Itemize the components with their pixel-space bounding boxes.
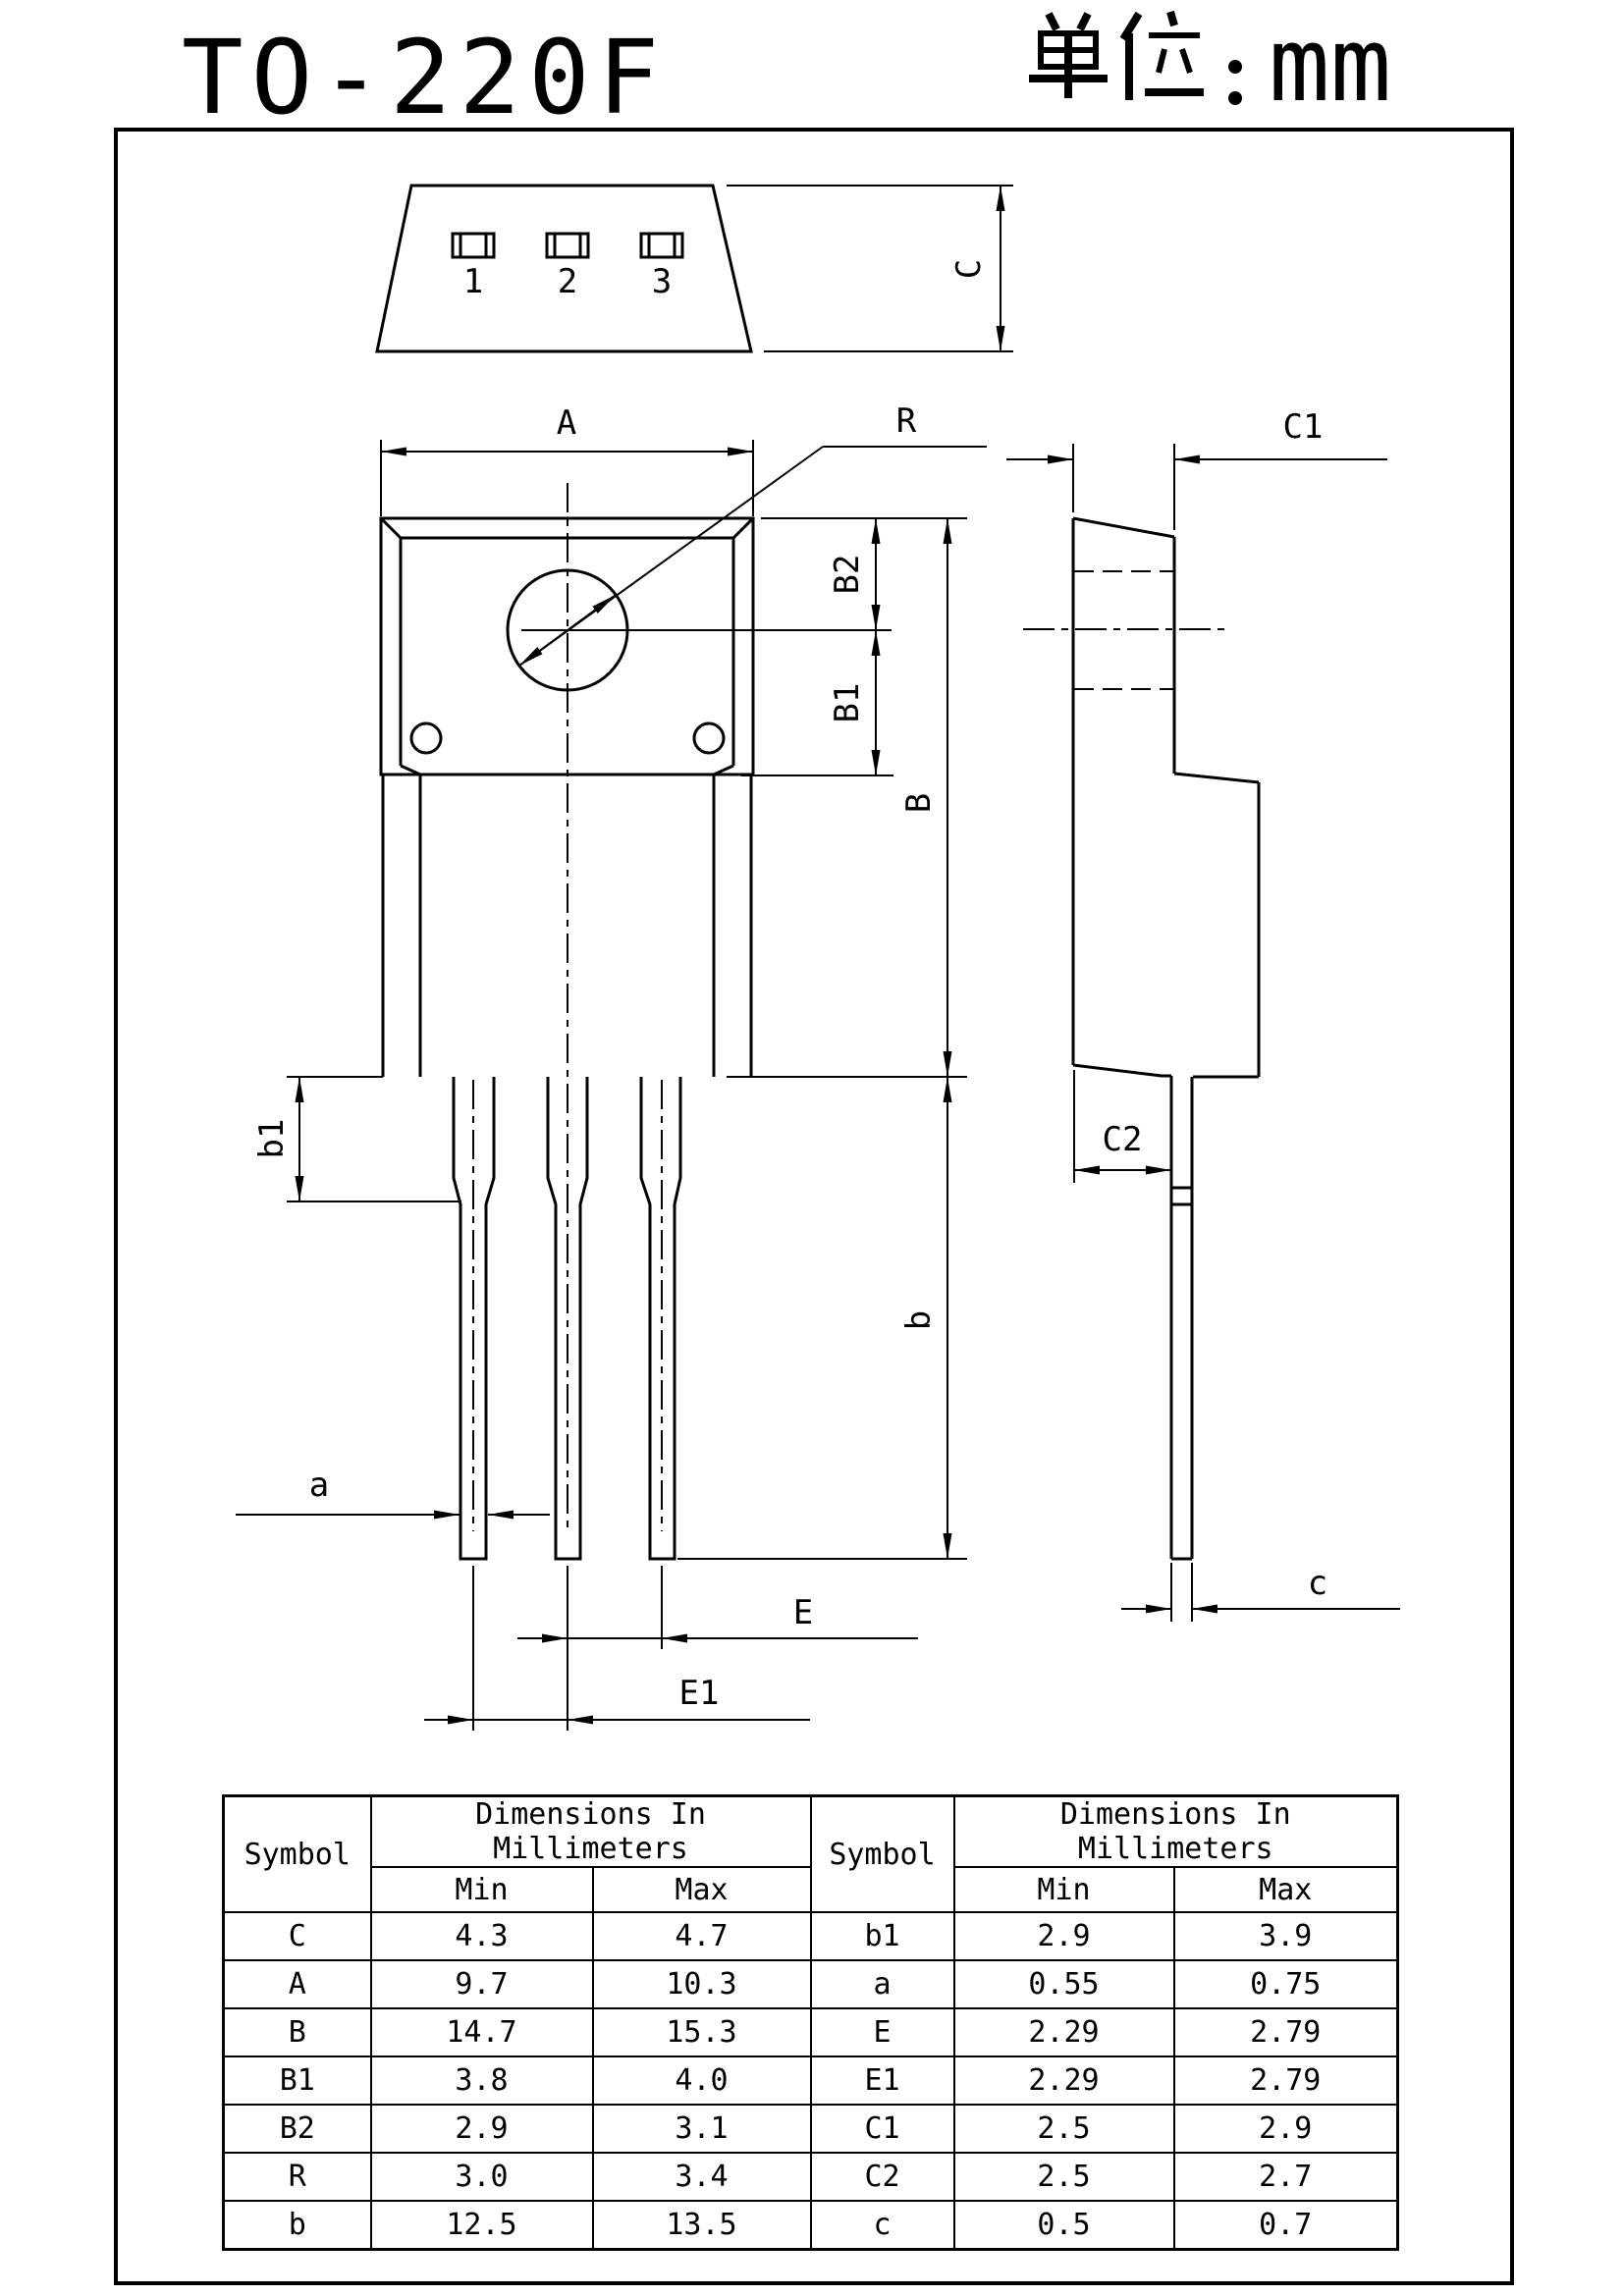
min-cell: 3.0 xyxy=(371,2153,593,2201)
max-header-left: Max xyxy=(593,1867,811,1912)
dim-label-C2: C2 xyxy=(1102,1120,1143,1159)
dimension-labels xyxy=(252,259,1327,1713)
min-cell: 3.8 xyxy=(371,2056,593,2105)
min-cell: 12.5 xyxy=(371,2201,593,2250)
symbol-cell: a xyxy=(811,1960,954,2008)
symbol-cell: C2 xyxy=(811,2153,954,2201)
dimension-table xyxy=(222,1794,1399,2251)
max-cell: 10.3 xyxy=(593,1960,811,2008)
table-row xyxy=(224,1960,1398,2008)
max-cell: 3.9 xyxy=(1174,1912,1398,1960)
symbol-cell: C xyxy=(224,1912,371,1960)
table-row xyxy=(224,2008,1398,2056)
pin-number-2: 2 xyxy=(557,262,578,301)
max-cell: 4.0 xyxy=(593,2056,811,2105)
max-cell: 2.79 xyxy=(1174,2056,1398,2105)
symbol-cell: R xyxy=(224,2153,371,2201)
min-cell: 4.3 xyxy=(371,1912,593,1960)
dim-label-R: R xyxy=(895,401,917,441)
min-cell: 2.29 xyxy=(954,2056,1174,2105)
max-cell: 0.7 xyxy=(1174,2201,1398,2250)
side-view xyxy=(1073,518,1259,1559)
side-view-dimensions xyxy=(1006,444,1400,1622)
dim-label-E1: E1 xyxy=(678,1674,720,1713)
table-row xyxy=(224,2153,1398,2201)
dim-label-b1: b1 xyxy=(252,1118,292,1159)
dim-label-A: A xyxy=(556,403,577,443)
symbol-cell: B2 xyxy=(224,2105,371,2153)
symbol-header-left: Symbol xyxy=(224,1796,371,1913)
max-cell: 13.5 xyxy=(593,2201,811,2250)
dim-label-b: b xyxy=(899,1309,939,1331)
table-row xyxy=(224,2201,1398,2250)
pin-number-3: 3 xyxy=(651,262,673,301)
table-row xyxy=(224,2056,1398,2105)
dim-label-B1: B1 xyxy=(828,682,867,723)
table-row xyxy=(224,1912,1398,1960)
min-cell: 14.7 xyxy=(371,2008,593,2056)
dim-label-c: c xyxy=(1307,1564,1328,1603)
symbol-cell: B1 xyxy=(224,2056,371,2105)
min-cell: 0.55 xyxy=(954,1960,1174,2008)
min-cell: 2.9 xyxy=(371,2105,593,2153)
symbol-cell: A xyxy=(224,1960,371,2008)
min-cell: 2.5 xyxy=(954,2105,1174,2153)
table-row xyxy=(224,2105,1398,2153)
dim-label-E: E xyxy=(792,1593,814,1632)
min-cell: 9.7 xyxy=(371,1960,593,2008)
page-title: TO-220F xyxy=(182,18,668,137)
symbol-cell: C1 xyxy=(811,2105,954,2153)
min-cell: 2.29 xyxy=(954,2008,1174,2056)
symbol-cell: E1 xyxy=(811,2056,954,2105)
max-cell: 15.3 xyxy=(593,2008,811,2056)
symbol-cell: c xyxy=(811,2201,954,2250)
symbol-cell: b xyxy=(224,2201,371,2250)
dims-header-right: Dimensions In Millimeters xyxy=(954,1796,1398,1868)
unit-mm-text: mm xyxy=(1269,6,1392,116)
dim-label-B2: B2 xyxy=(828,554,867,595)
symbol-header-right: Symbol xyxy=(811,1796,954,1913)
min-cell: 2.9 xyxy=(954,1912,1174,1960)
dim-label-C: C xyxy=(949,258,989,280)
front-view-dimensions xyxy=(236,440,987,1731)
side-view-hidden-lines xyxy=(1023,571,1224,689)
max-cell: 0.75 xyxy=(1174,1960,1398,2008)
max-cell: 3.4 xyxy=(593,2153,811,2201)
min-header-right: Min xyxy=(954,1867,1174,1912)
max-header-right: Max xyxy=(1174,1867,1398,1912)
max-cell: 2.79 xyxy=(1174,2008,1398,2056)
max-cell: 3.1 xyxy=(593,2105,811,2153)
symbol-cell: b1 xyxy=(811,1912,954,1960)
min-cell: 2.5 xyxy=(954,2153,1174,2201)
symbol-cell: B xyxy=(224,2008,371,2056)
pin-number-1: 1 xyxy=(462,262,484,301)
front-view-centerlines xyxy=(473,483,892,1531)
symbol-cell: E xyxy=(811,2008,954,2056)
dim-label-C1: C1 xyxy=(1282,407,1324,447)
max-cell: 4.7 xyxy=(593,1912,811,1960)
dim-label-B: B xyxy=(899,792,939,814)
max-cell: 2.7 xyxy=(1174,2153,1398,2201)
min-header-left: Min xyxy=(371,1867,593,1912)
min-cell: 0.5 xyxy=(954,2201,1174,2250)
max-cell: 2.9 xyxy=(1174,2105,1398,2153)
dims-header-left: Dimensions In Millimeters xyxy=(371,1796,811,1868)
dim-label-a: a xyxy=(308,1466,330,1505)
